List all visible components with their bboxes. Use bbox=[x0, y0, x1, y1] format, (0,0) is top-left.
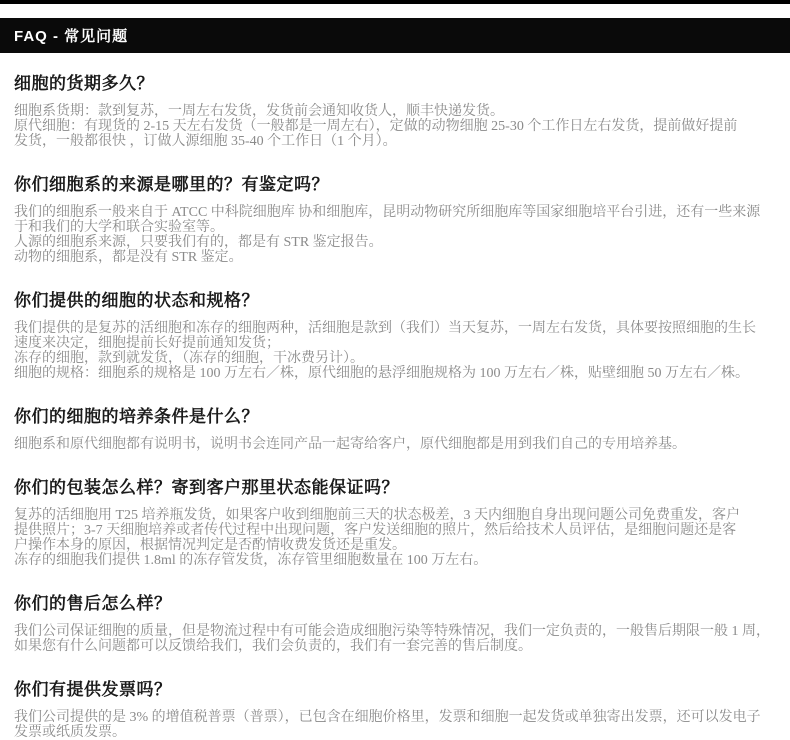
answer-line: 提供照片；3-7 天细胞培养或者传代过程中出现问题，客户发送细胞的照片，然后给技术人员评估，是细胞问题还是客 bbox=[14, 523, 737, 538]
answer-line: 动物的细胞系，都是没有 STR 鉴定。 bbox=[14, 250, 243, 265]
answer-line: 发货，一般都很快 ，订做人源细胞 35-40 个工作日（1 个月）。 bbox=[14, 134, 397, 149]
answer-line: 速度来决定，细胞提前长好提前通知发货； bbox=[14, 336, 280, 351]
faq-answer bbox=[14, 624, 776, 654]
answer-line: 于和我们的大学和联合实验室等。 bbox=[14, 220, 224, 235]
faq-content bbox=[0, 69, 790, 740]
faq-question: 你们细胞系的来源是哪里的？有鉴定吗？ bbox=[14, 175, 329, 194]
answer-line: 细胞系货期：款到复苏，一周左右发货，发货前会通知收货人，顺丰快递发货。 bbox=[14, 104, 504, 119]
page-title: FAQ - 常见问题 bbox=[14, 28, 129, 45]
answer-line: 细胞的规格：细胞系的规格是 100 万左右／株，原代细胞的悬浮细胞规格为 100 万左右／株，贴壁细胞 50 万左右／株。 bbox=[14, 366, 749, 381]
faq-question: 你们提供的细胞的状态和规格？ bbox=[14, 291, 259, 310]
faq-answer bbox=[14, 437, 776, 452]
answer-line: 户操作本身的原因，根据情况判定是否酌情收费发货还是重发。 bbox=[14, 538, 406, 553]
faq-question: 你们的包装怎么样？寄到客户那里状态能保证吗？ bbox=[14, 478, 399, 497]
answer-line: 我们公司提供的是 3% 的增值税普票（普票），已包含在细胞价格里，发票和细胞一起发货或单独寄出发票，还可以发电子 bbox=[14, 710, 761, 725]
answer-line: 冻存的细胞，款到就发货，（冻存的细胞，干冰费另计）。 bbox=[14, 351, 364, 366]
faq-question: 你们的细胞的培养条件是什么？ bbox=[14, 407, 259, 426]
faq-answer bbox=[14, 104, 776, 149]
answer-line: 复苏的活细胞用 T25 培养瓶发货，如果客户收到细胞前三天的状态极差，3 天内细胞自身出现问题公司免费重发，客户 bbox=[14, 508, 741, 523]
faq-section-cell-source bbox=[14, 170, 776, 265]
faq-section-packaging bbox=[14, 473, 776, 568]
answer-line: 发票或纸质发票。 bbox=[14, 725, 126, 740]
faq-question: 你们的售后怎么样？ bbox=[14, 594, 172, 613]
answer-line: 人源的细胞系来源，只要我们有的，都是有 STR 鉴定报告。 bbox=[14, 235, 383, 250]
answer-line: 如果您有什么问题都可以反馈给我们，我们会负责的，我们有一套完善的售后制度。 bbox=[14, 639, 532, 654]
faq-section-shipping-time bbox=[14, 69, 776, 149]
answer-line: 原代细胞：有现货的 2-15 天左右发货（一般都是一周左右），定做的动物细胞 25-30 个工作日左右发货，提前做好提前 bbox=[14, 119, 738, 134]
answer-line: 我们的细胞系一般来自于 ATCC 中科院细胞库 协和细胞库，昆明动物研究所细胞库等国家细胞培平台引进，还有一些来源 bbox=[14, 205, 761, 220]
faq-section-culture-conditions bbox=[14, 402, 776, 452]
page-header-bar bbox=[0, 18, 790, 53]
answer-line: 我们提供的是复苏的活细胞和冻存的细胞两种，活细胞是款到（我们）当天复苏，一周左右发货，具体要按照细胞的生长 bbox=[14, 321, 756, 336]
faq-section-cell-state-spec bbox=[14, 286, 776, 381]
top-border-strip bbox=[0, 0, 790, 4]
answer-line: 冻存的细胞我们提供 1.8ml 的冻存管发货，冻存管里细胞数量在 100 万左右。 bbox=[14, 553, 488, 568]
faq-answer bbox=[14, 710, 776, 740]
faq-answer bbox=[14, 508, 776, 568]
answer-line: 我们公司保证细胞的质量，但是物流过程中有可能会造成细胞污染等特殊情况，我们一定负责的，一般售后期限一般 1 周， bbox=[14, 624, 770, 639]
answer-line: 细胞系和原代细胞都有说明书，说明书会连同产品一起寄给客户，原代细胞都是用到我们自己的专用培养基。 bbox=[14, 437, 686, 452]
faq-answer bbox=[14, 321, 776, 381]
faq-section-invoice bbox=[14, 675, 776, 740]
faq-answer bbox=[14, 205, 776, 265]
faq-section-after-sales bbox=[14, 589, 776, 654]
faq-question: 细胞的货期多久？ bbox=[14, 74, 154, 93]
faq-question: 你们有提供发票吗？ bbox=[14, 680, 172, 699]
